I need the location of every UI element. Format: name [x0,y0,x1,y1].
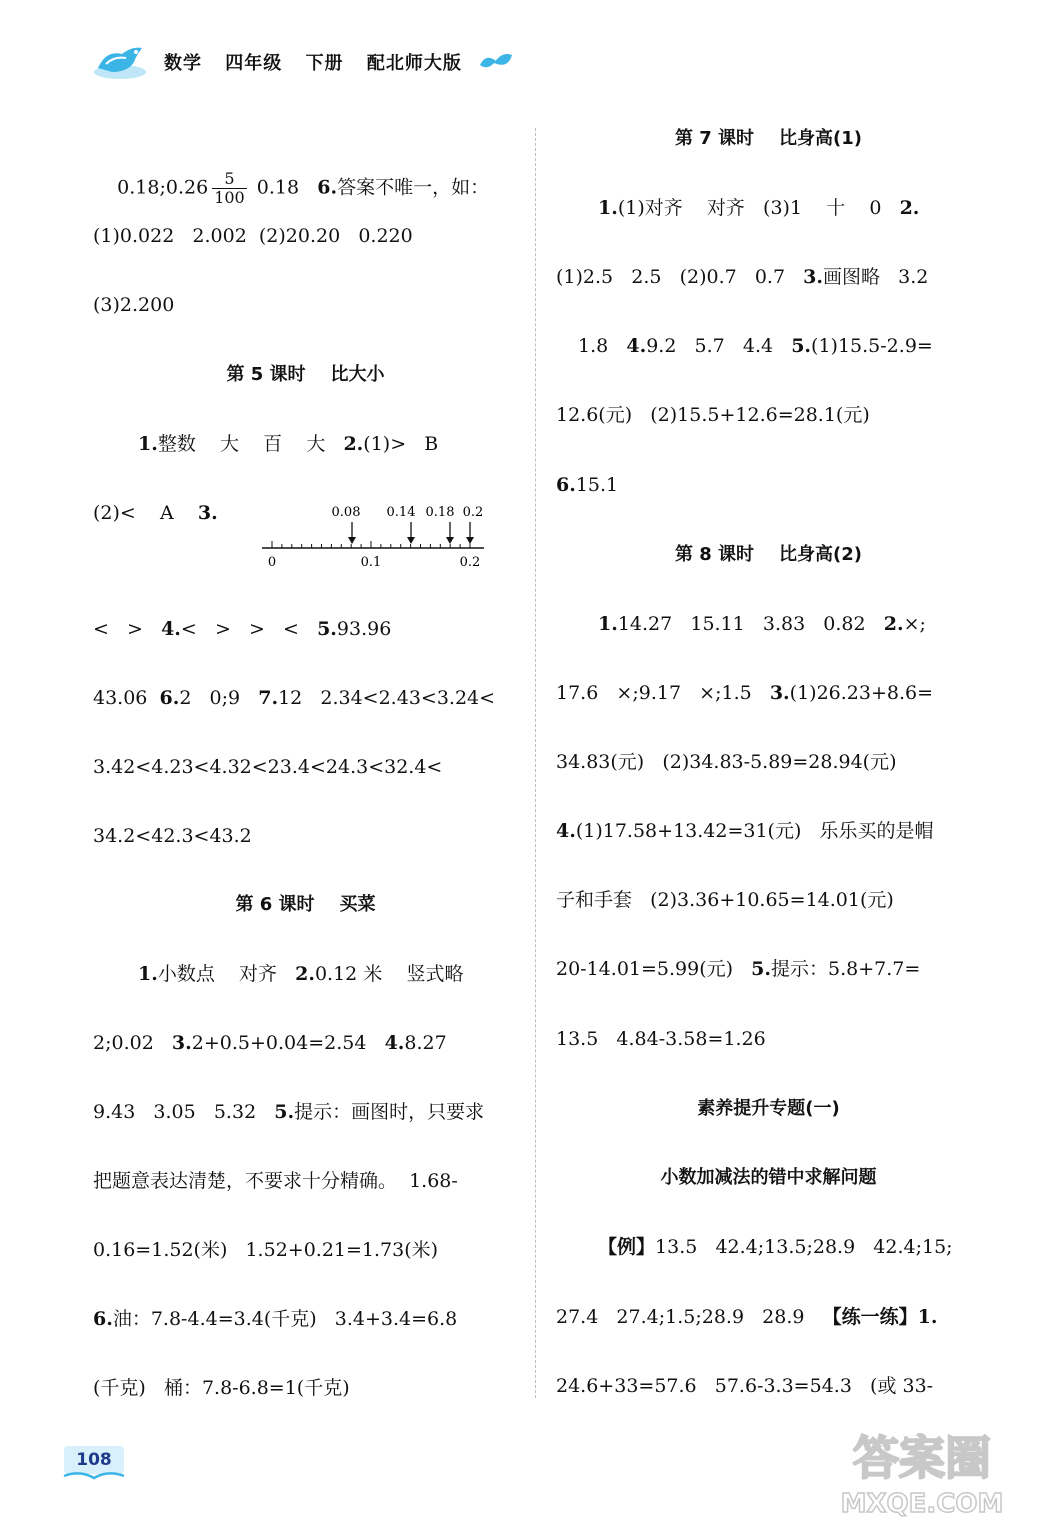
answer-line [598,1232,981,1262]
question-number: 3. [769,682,790,704]
answer-line [138,959,518,989]
question-number: 5. [791,335,812,357]
section-subheading: 小数加减法的错中求解问题 [660,1167,877,1188]
question-number: 2. [883,613,904,635]
section-heading: 第 7 课时 比身高(1) [674,128,863,149]
question-number: 1. [598,197,618,219]
question-number: 2. [295,963,315,985]
answer-text: 43.06 [93,687,160,709]
question-number: 3. [197,502,218,524]
answer-line: 把题意表达清楚，不要求十分精确。 1.68- [93,1170,458,1192]
fraction-denominator: 100 [214,188,245,207]
answer-line [93,1097,518,1127]
answer-line [556,678,981,708]
answer-text: (2)< A [93,502,198,524]
answer-text: 2 0;9 [179,687,259,709]
answer-line [598,609,981,639]
answer-text: (1)2.5 2.5 (2)0.7 0.7 [556,266,804,288]
question-number: 1. [598,613,618,635]
answer-text: ×; [903,613,926,635]
header-grade: 四年级 [225,53,283,74]
fraction-numerator: 5 [212,170,247,189]
answer-line [138,429,518,459]
answer-text: 提示：画图时，只要求 [294,1101,485,1123]
question-number: 6. [159,687,180,709]
practice-label: 【练一练】1. [822,1306,938,1328]
watermark-url: MXQE.COM [840,1489,1004,1519]
question-number: 6. [93,1308,113,1330]
question-number: 4. [626,335,647,357]
answer-text: 14.27 15.11 3.83 0.82 [617,613,884,635]
answer-text: 整数 大 百 大 [157,433,344,455]
answer-line [93,683,518,713]
question-number: 1. [138,433,158,455]
answer-line [93,614,518,644]
question-number: 5. [274,1101,295,1123]
answer-text: 0.18 [256,176,300,199]
question-number: 3. [171,1032,192,1054]
watermark-text: 答案圈 [853,1431,991,1485]
section-heading: 第 5 课时 比大小 [226,364,385,385]
fraction [212,170,247,207]
column-divider [535,128,536,1398]
header-title [164,49,478,75]
header-volume: 下册 [305,53,344,74]
answer-text: (1)26.23+8.6= [789,682,934,704]
answer-line: 0.16=1.52(米) 1.52+0.21=1.73(米) [93,1239,439,1261]
answer-text: 15.1 [575,474,619,496]
answer-text: 1.8 [578,335,627,357]
question-number: 3. [803,266,824,288]
answer-line: 子和手套 (2)3.36+10.65=14.01(元) [556,889,894,911]
answer-text: 20-14.01=5.99(元) [556,958,752,980]
section-heading: 第 8 课时 比身高(2) [674,544,863,565]
answer-line [578,331,981,361]
page-number: 108 [76,1450,112,1470]
answer-text: 27.4 27.4;1.5;28.9 28.9 [556,1306,823,1328]
question-number: 4. [161,618,181,640]
answer-line [93,1028,518,1058]
answer-text: 小数点 对齐 [157,963,296,985]
number-line-bottom-label: 0.2 [459,555,481,570]
section-heading: 第 6 课时 买菜 [235,894,376,915]
page-header [92,40,514,84]
answer-line [556,954,981,984]
answer-line: 12.6(元) (2)15.5+12.6=28.1(元) [556,404,870,426]
bird-logo-icon [92,42,148,82]
question-number: 2. [899,197,920,219]
answer-line: 3.42<4.23<4.32<23.4<24.3<32.4< [93,756,443,778]
answer-line: (3)2.200 [93,294,175,316]
question-number: 2. [343,433,364,455]
number-line-arrows [348,522,474,544]
answer-text: 2+0.5+0.04=2.54 [191,1032,385,1054]
answer-text: (1)对齐 对齐 (3)1 十 0 [617,197,900,219]
answer-text: 答案不唯一，如： [337,176,490,199]
answer-text: 9.43 3.05 5.32 [93,1101,275,1123]
header-subject: 数学 [164,53,202,74]
question-number: 6. [556,474,576,496]
number-line-top-label: 0.18 [425,505,455,520]
question-number: 4. [556,820,576,842]
question-number: 5. [751,958,772,980]
answer-line [556,470,981,500]
question-number: 4. [384,1032,405,1054]
answer-line [556,1302,981,1332]
answer-line [93,140,518,207]
answer-line: 24.6+33=57.6 57.6-3.3=54.3 (或 33- [556,1375,934,1397]
answer-text: (1)> B [363,433,439,455]
header-edition: 配北师大版 [366,53,462,74]
number-line-bottom-label: 0 [267,555,277,570]
number-line-bottom-label: 0.1 [360,555,382,570]
answer-text: 17.6 ×;9.17 ×;1.5 [556,682,770,704]
answer-text: (1)17.58+13.42=31(元) 乐乐买的是帽 [575,820,934,842]
answer-line [93,1304,518,1334]
answer-text: 93.96 [336,618,392,640]
answer-text: 2;0.02 [93,1032,172,1054]
question-number: 1. [138,963,158,985]
answer-line: 34.2<42.3<43.2 [93,825,252,847]
question-number: 6. [317,176,338,199]
answer-text: 0.12 米 竖式略 [314,963,464,985]
example-label: 【例】 [598,1236,656,1258]
number-line-top-label: 0.2 [462,505,484,520]
answer-text: 13.5 42.4;13.5;28.9 42.4;15; [655,1236,953,1258]
answer-text: < > [93,618,162,640]
answer-text: < > > < [180,618,318,640]
answer-line: 13.5 4.84-3.58=1.26 [556,1028,766,1050]
answer-text: 画图略 3.2 [823,266,929,288]
number-line-top-label: 0.08 [331,505,361,520]
answer-text: 12 2.34<2.43<3.24< [278,687,496,709]
answer-text: 提示：5.8+7.7= [771,958,921,980]
answer-line [598,193,981,223]
number-line-top-label: 0.14 [386,505,416,520]
answer-line: 34.83(元) (2)34.83-5.89=28.94(元) [556,751,897,773]
page-number-badge [62,1444,126,1484]
answer-text: 9.2 5.7 4.4 [646,335,792,357]
answer-text: 油：7.8-4.4=3.4(千克) 3.4+3.4=6.8 [112,1308,458,1330]
question-number: 7. [258,687,279,709]
answer-line: (千克) 桶：7.8-6.8=1(千克) [93,1377,350,1399]
answer-text: 0.18;0.26 [117,176,209,199]
answer-text: 8.27 [404,1032,447,1054]
answer-line [556,816,981,846]
number-line [262,500,488,572]
answer-text: (1)15.5-2.9= [811,335,933,357]
answer-line: (1)0.022 2.002 (2)20.20 0.220 [93,225,413,247]
answer-line [556,262,981,292]
watermark-logo [832,1422,1012,1522]
number-line-ticks [272,541,470,548]
leaf-icon [478,51,514,73]
section-heading: 素养提升专题(一) [697,1098,840,1119]
question-number: 5. [317,618,337,640]
